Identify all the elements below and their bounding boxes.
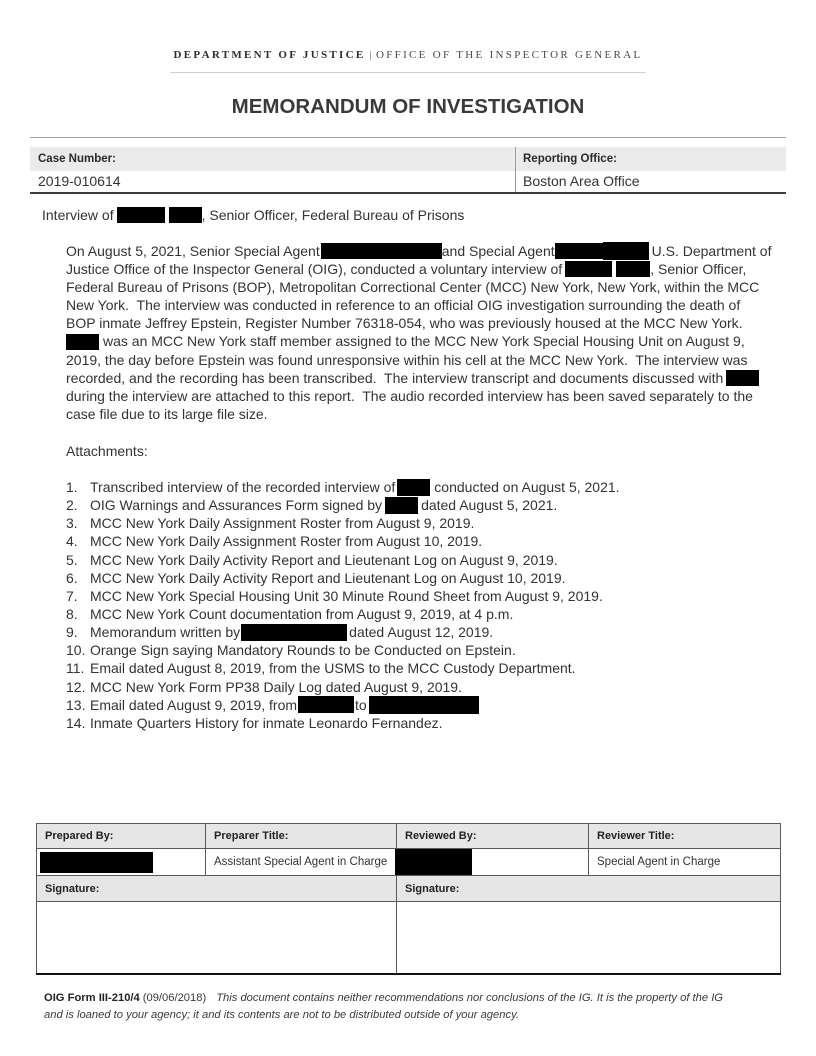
attachment-number: 7. bbox=[66, 587, 78, 604]
reviewer-signature-label: Signature: bbox=[397, 876, 781, 902]
office-name: OFFICE OF THE INSPECTOR GENERAL bbox=[375, 49, 643, 61]
attachment-text: MCC New York Daily Activity Report and Lieutenant Log on August 10, 2019. bbox=[90, 569, 566, 586]
form-date: (09/06/2018) bbox=[142, 992, 207, 1004]
attachment-text: Orange Sign saying Mandatory Rounds to be Conducted on Epstein. bbox=[90, 642, 516, 659]
paragraph-text: BOP inmate Jeffrey Epstein, Register Number 76318-054, who was previously housed at the MCC New York. bbox=[66, 315, 743, 332]
paragraph-text: 2019, the day before Epstein was found unresponsive within his cell at the MCC New York. The interview was bbox=[66, 351, 748, 368]
attachment-text: MCC New York Daily Activity Report and Lieutenant Log on August 9, 2019. bbox=[90, 551, 558, 568]
attachment-number: 11. bbox=[66, 660, 85, 677]
attachment-item bbox=[66, 714, 620, 732]
redaction-box bbox=[397, 479, 430, 496]
signature-label-row bbox=[37, 876, 781, 902]
attachment-number: 9. bbox=[66, 624, 78, 641]
redaction-box bbox=[726, 370, 759, 386]
paragraph-line bbox=[66, 332, 771, 350]
signature-table bbox=[36, 823, 781, 975]
attachment-text: Inmate Quarters History for inmate Leonardo Fernandez. bbox=[90, 714, 443, 731]
footer-line-2 bbox=[44, 1007, 723, 1024]
attachment-item bbox=[66, 678, 620, 696]
interview-heading bbox=[42, 206, 464, 224]
paragraph-line bbox=[66, 314, 771, 332]
paragraph-text: and Special Agent bbox=[441, 243, 555, 259]
footer-disclaimer: and is loaned to your agency; it and its contents are not to be distributed outside of your agency. bbox=[44, 1009, 519, 1021]
paragraph-text: Justice Office of the Inspector General (OIG), conducted a voluntary interview of bbox=[66, 261, 563, 278]
paragraph-text: On August 5, 2021, Senior Special Agent bbox=[66, 243, 320, 259]
paragraph-line bbox=[66, 278, 771, 296]
attachment-number: 3. bbox=[66, 515, 78, 532]
attachment-text: conducted on August 5, 2021. bbox=[434, 479, 620, 495]
attachment-item bbox=[66, 514, 620, 532]
attachment-item bbox=[66, 496, 620, 514]
signature-value-row bbox=[37, 849, 781, 876]
paragraph-line bbox=[66, 369, 771, 387]
attachment-number: 12. bbox=[66, 678, 86, 695]
case-number-label: Case Number: bbox=[30, 147, 516, 171]
signature-area-row bbox=[37, 902, 781, 975]
attachment-number: 6. bbox=[66, 569, 78, 586]
document-title: MEMORANDUM OF INVESTIGATION bbox=[231, 95, 585, 118]
attachment-item bbox=[66, 569, 620, 587]
attachment-item bbox=[66, 551, 620, 569]
redaction-box bbox=[369, 696, 479, 714]
redaction-box bbox=[385, 497, 418, 514]
attachment-number: 1. bbox=[66, 479, 78, 495]
attachment-item bbox=[66, 696, 620, 714]
reviewer-signature-box bbox=[397, 902, 781, 975]
attachment-text: Transcribed interview of the recorded interview of bbox=[90, 479, 396, 495]
attachment-text: Memorandum written by bbox=[90, 624, 241, 641]
paragraph-text: case file due to its large file size. bbox=[66, 405, 268, 422]
attachment-text: Email dated August 9, 2019, from bbox=[90, 696, 298, 713]
interview-summary-paragraph bbox=[66, 242, 771, 423]
header-divider bbox=[170, 72, 646, 73]
preparer-signature-box bbox=[37, 902, 397, 975]
attachment-text: MCC New York Special Housing Unit 30 Minute Round Sheet from August 9, 2019. bbox=[90, 587, 603, 604]
reporting-office-label: Reporting Office: bbox=[523, 153, 617, 165]
footer-line-1 bbox=[44, 990, 723, 1007]
paragraph-line bbox=[66, 242, 771, 260]
redaction-box bbox=[241, 624, 347, 641]
reviewed-by-label: Reviewed By: bbox=[397, 824, 589, 849]
paragraph-text: Federal Bureau of Prisons (BOP), Metropolitan Correctional Center (MCC) New York, New York, within the MCC bbox=[66, 279, 760, 296]
reviewed-by-value bbox=[397, 849, 589, 876]
prepared-by-label: Prepared By: bbox=[37, 824, 206, 849]
paragraph-line bbox=[66, 387, 771, 405]
redaction-box bbox=[603, 242, 649, 260]
attachment-text: Email dated August 8, 2019, from the USMS to the MCC Custody Department. bbox=[90, 660, 576, 677]
redaction-box bbox=[40, 852, 153, 873]
attachment-number: 5. bbox=[66, 551, 78, 568]
attachment-text: dated August 5, 2021. bbox=[421, 497, 558, 514]
redaction-box bbox=[66, 334, 99, 350]
case-info-header-row bbox=[30, 147, 786, 171]
redaction-box bbox=[565, 261, 612, 277]
redaction-box bbox=[321, 243, 442, 259]
attachment-item bbox=[66, 478, 620, 496]
paragraph-line bbox=[66, 405, 771, 423]
interview-heading-prefix: Interview of bbox=[42, 207, 114, 223]
preparer-title-label: Preparer Title: bbox=[206, 824, 397, 849]
paragraph-text: , Senior Officer, bbox=[650, 261, 747, 278]
attachment-item bbox=[66, 587, 620, 605]
redaction-box bbox=[169, 207, 202, 223]
signature-header-row bbox=[37, 824, 781, 849]
title-divider bbox=[30, 137, 786, 138]
header-separator: | bbox=[369, 49, 374, 61]
attachments-heading: Attachments: bbox=[66, 443, 148, 459]
attachment-item bbox=[66, 659, 620, 677]
paragraph-line bbox=[66, 260, 771, 278]
attachment-item bbox=[66, 623, 620, 641]
redaction-box bbox=[555, 243, 603, 259]
preparer-title-value: Assistant Special Agent in Charge bbox=[206, 849, 397, 876]
redaction-box bbox=[616, 261, 650, 277]
paragraph-line bbox=[66, 296, 771, 314]
attachment-number: 8. bbox=[66, 605, 78, 622]
interview-heading-suffix: , Senior Officer, Federal Bureau of Prisons bbox=[201, 207, 465, 223]
paragraph-text: during the interview are attached to this report. The audio recorded interview has been saved separately to the bbox=[66, 387, 753, 404]
case-info-value-row bbox=[30, 171, 786, 192]
attachment-item bbox=[66, 641, 620, 659]
case-info-table bbox=[30, 147, 786, 194]
interview-heading-line bbox=[42, 206, 464, 224]
prepared-by-value bbox=[37, 849, 206, 876]
case-number-value: 2019-010614 bbox=[30, 171, 516, 192]
agency-name: DEPARTMENT OF JUSTICE bbox=[173, 49, 366, 61]
redaction-box bbox=[395, 849, 472, 875]
paragraph-text: recorded, and the recording has been transcribed. The interview transcript and documents discussed with bbox=[66, 369, 724, 386]
redaction-box bbox=[117, 207, 165, 223]
paragraph-line bbox=[66, 351, 771, 369]
attachment-text: to bbox=[355, 696, 367, 713]
attachment-number: 13. bbox=[66, 696, 86, 713]
attachment-text: MCC New York Daily Assignment Roster from August 9, 2019. bbox=[90, 515, 475, 532]
attachment-number: 14. bbox=[66, 714, 86, 731]
attachment-number: 2. bbox=[66, 497, 78, 514]
attachment-text: MCC New York Count documentation from August 9, 2019, at 4 p.m. bbox=[90, 605, 514, 622]
attachment-text: MCC New York Form PP38 Daily Log dated August 9, 2019. bbox=[90, 678, 462, 695]
form-footer bbox=[44, 990, 723, 1024]
attachment-number: 10. bbox=[66, 642, 86, 659]
paragraph-text: was an MCC New York staff member assigned to the MCC New York Special Housing Unit on August 9, bbox=[103, 333, 745, 350]
attachment-text: OIG Warnings and Assurances Form signed by bbox=[90, 497, 383, 514]
paragraph-text: U.S. Department of bbox=[651, 243, 772, 259]
attachment-number: 4. bbox=[66, 533, 78, 550]
reviewer-title-label: Reviewer Title: bbox=[589, 824, 781, 849]
agency-header bbox=[0, 47, 816, 63]
redaction-box bbox=[298, 696, 354, 713]
attachment-item bbox=[66, 605, 620, 623]
attachment-item bbox=[66, 532, 620, 550]
attachments-list bbox=[66, 478, 620, 732]
preparer-signature-label: Signature: bbox=[37, 876, 397, 902]
footer-disclaimer: This document contains neither recommendations nor conclusions of the IG. It is the property of the IG bbox=[216, 992, 724, 1004]
attachment-text: dated August 12, 2019. bbox=[349, 624, 494, 641]
paragraph-text: New York. The interview was conducted in reference to an official OIG investigation surrounding the death of bbox=[66, 297, 741, 314]
reviewer-title-value: Special Agent in Charge bbox=[589, 849, 781, 876]
reporting-office-value: Boston Area Office bbox=[523, 173, 640, 189]
attachment-text: MCC New York Daily Assignment Roster from August 10, 2019. bbox=[90, 533, 483, 550]
form-id: OIG Form III-210/4 bbox=[44, 992, 140, 1004]
